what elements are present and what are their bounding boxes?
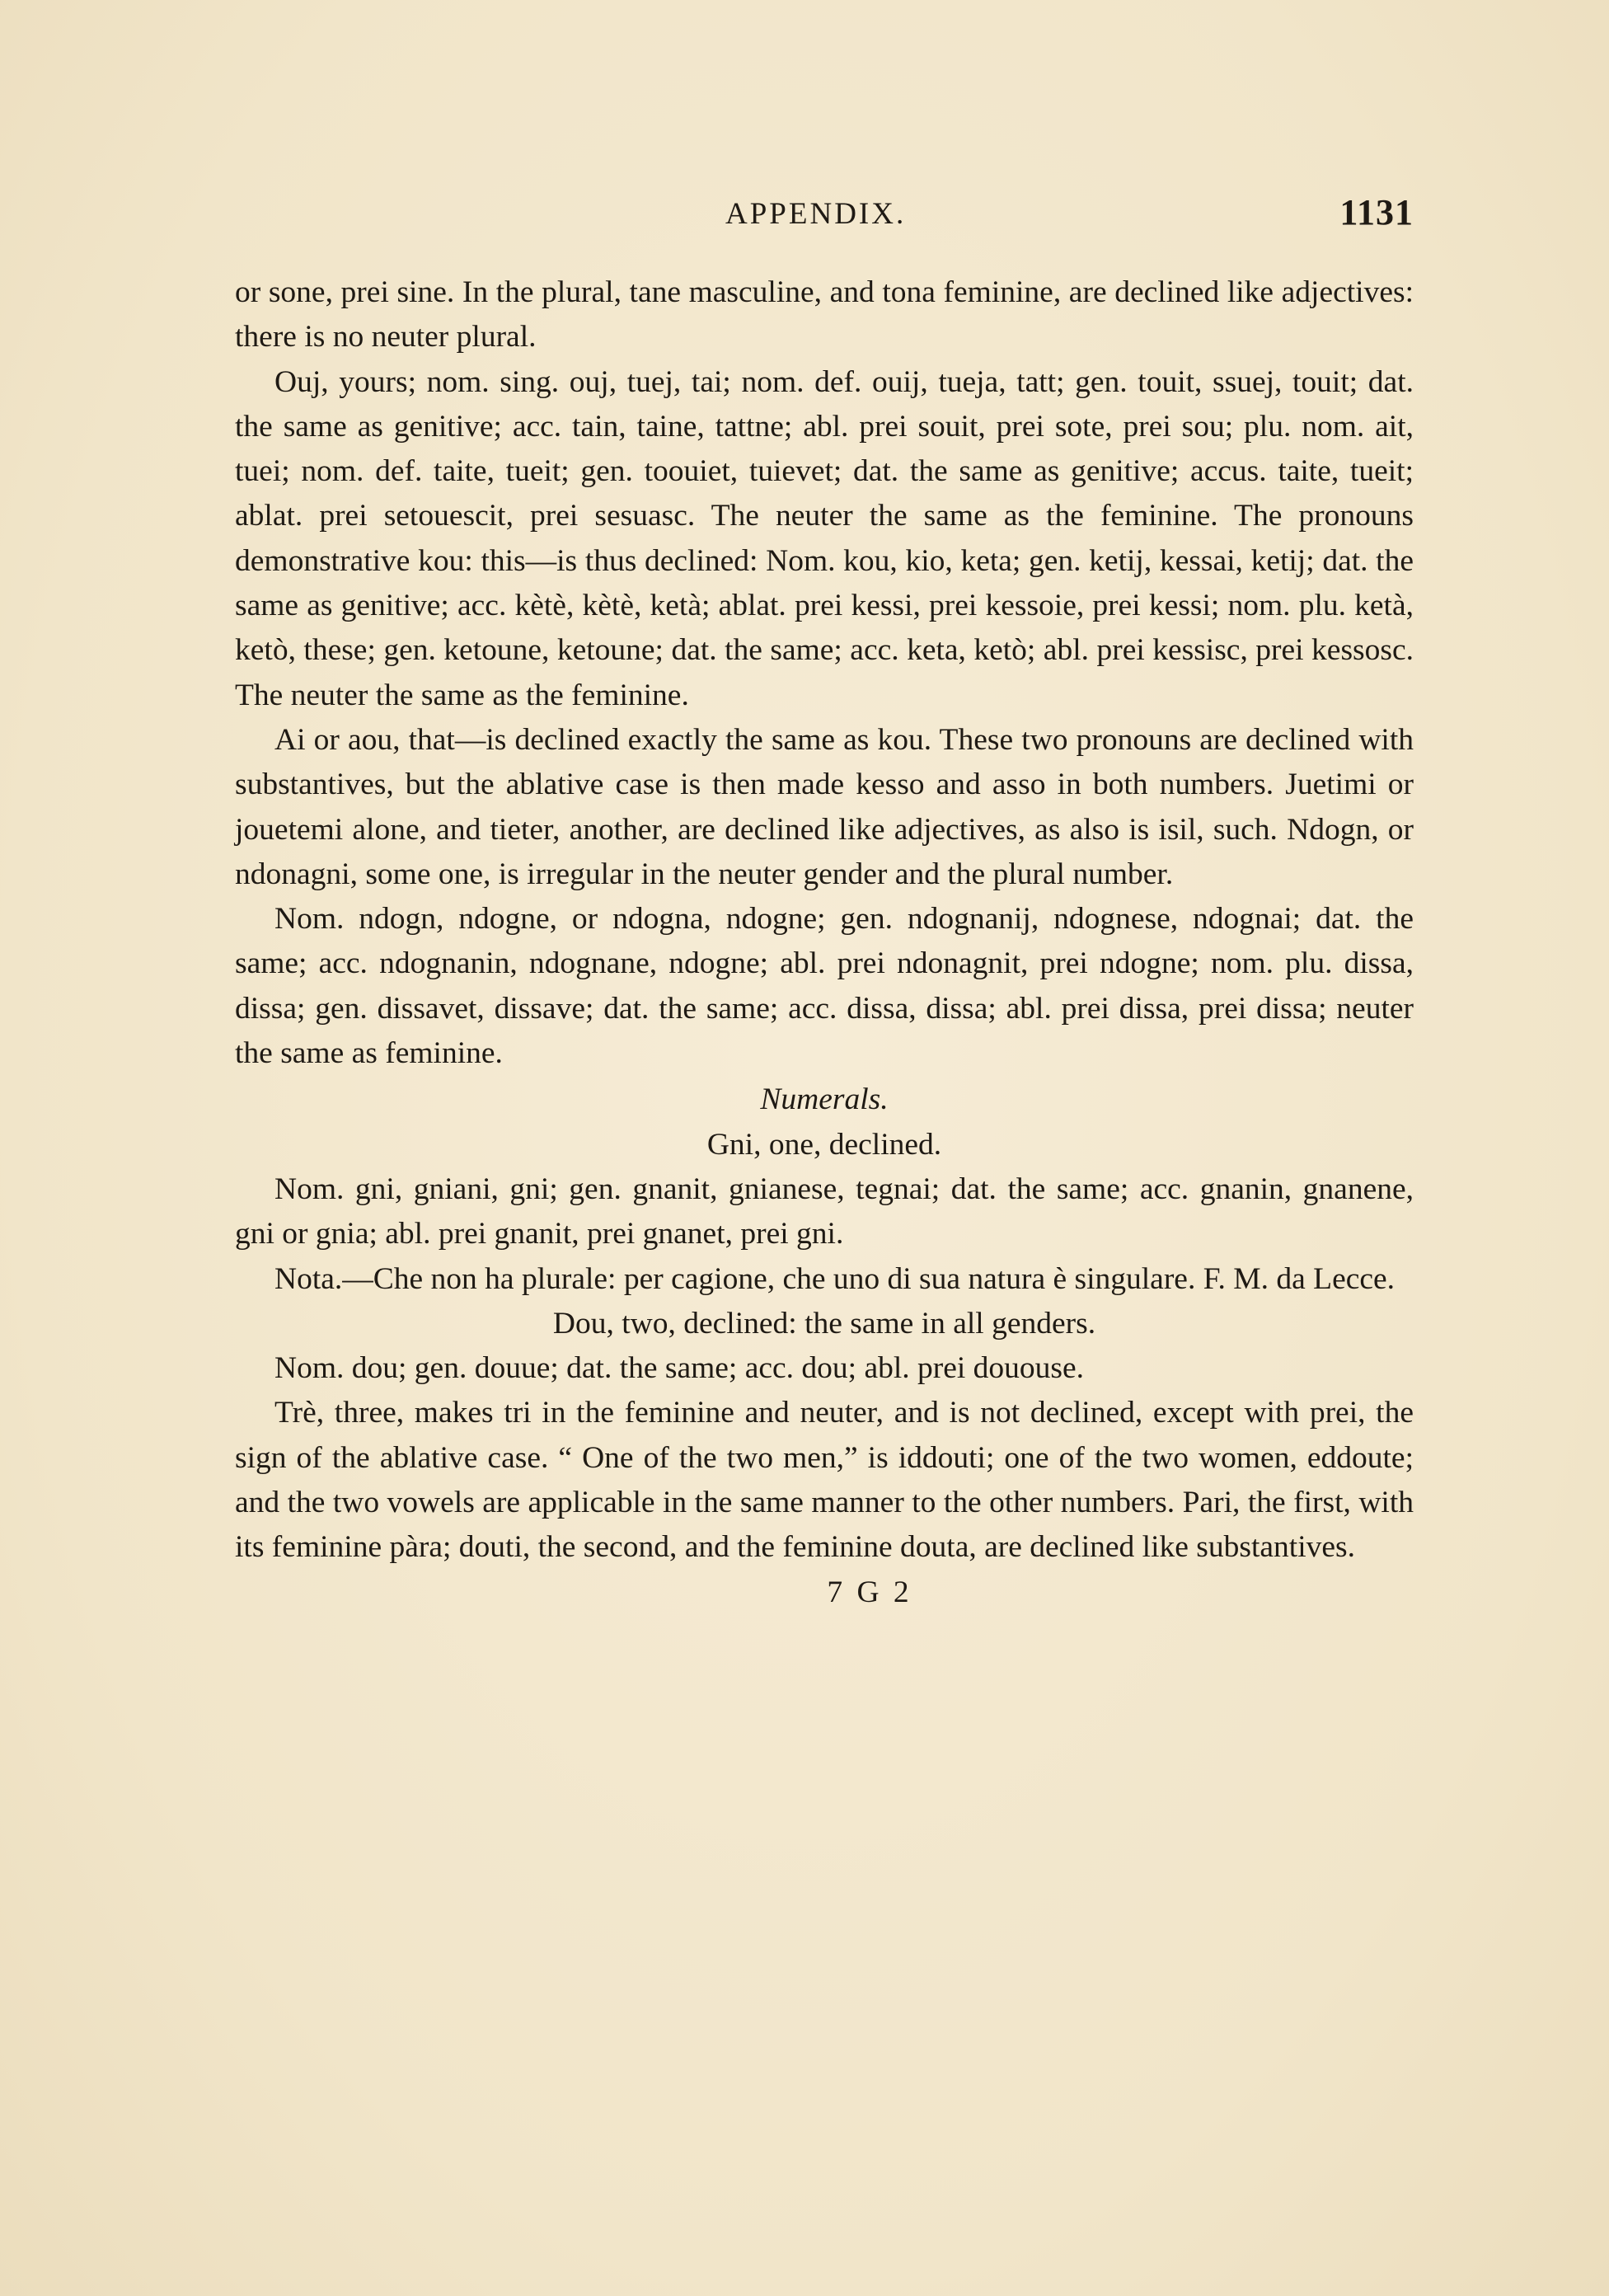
paragraph: Ai or aou, that—is declined exactly the same as kou. These two pronouns are declined with substantives, but the ablative case is then made kesso and asso in both numbers. Juetimi or jouetemi alone, and tieter, another, are declined like adjectives, as also is isil, such. Ndogn, or ndonagni, some one, is irregular in the neuter gender and the plural number. [235,722,1414,891]
paragraph: Nom. dou; gen. douue; dat. the same; acc. dou; abl. prei dououse. [274,1351,1085,1386]
page-body [235,270,1414,1615]
page-number: 1131 [1339,192,1414,232]
subheading-gni: Gni, one, declined. [706,1127,942,1162]
paragraph: or sone, prei sine. In the plural, tane masculine, and tona feminine, are declined like adjectives: there is no neuter plural. [235,275,1414,354]
paragraph: Trè, three, makes tri in the feminine and neuter, and is not declined, except with prei, the sign of the ablative case. “ One of the two men,” is iddouti; one of the two women, eddoute; and the two vowels are applicable in the same manner to the other numbers. Pari, the first, with its feminine pàra; douti, the second, and the feminine douta, are declined like substantives. [235,1396,1414,1565]
signature-mark: 7 G 2 [827,1575,912,1609]
note-paragraph: Nota.—Che non ha plurale: per cagione, che uno di sua natura è singulare. F. M. da Lecce. [274,1261,1396,1296]
paragraph: Nom. gni, gniani, gni; gen. gnanit, gnianese, tegnai; dat. the same; acc. gnanin, gnanene, gni or gnia; abl. prei gnanit, prei gnanet, prei gni. [235,1171,1414,1251]
page-header [235,192,1414,239]
paragraph: Nom. ndogn, ndogne, or ndogna, ndogne; gen. ndognanij, ndognese, ndognai; dat. the same; acc. ndognanin, ndognane, ndogne; abl. prei ndonagnit, prei ndogne; nom. plu. dissa, dissa; gen. dissavet, dissave; dat. the same; acc. dissa, dissa; abl. prei dissa, prei dissa; neuter the same as feminine. [235,902,1414,1071]
section-heading-numerals: Numerals. [760,1082,889,1117]
running-head: APPENDIX. [725,197,907,231]
paragraph: Ouj, yours; nom. sing. ouj, tuej, tai; nom. def. ouij, tueja, tatt; gen. touit, ssuej, touit; dat. the same as genitive; acc. tain, taine, tattne; abl. prei souit, prei sote, prei sou; plu. nom. ait, tuei; nom. def. taite, tueit; gen. toouiet, tuievet; dat. the same as genitive; accus. taite, tueit; ablat. prei setouescit, prei sesuasc. The neuter the same as the feminine. The pronouns demonstrative kou: this—is thus declined: Nom. kou, kio, keta; gen. ketij, kessai, ketij; dat. the same as genitive; acc. kètè, kètè, ketà; ablat. prei kessi, prei kessoie, prei kessi; nom. plu. ketà, ketò, these; gen. ketoune, ketoune; dat. the same; acc. keta, ketò; abl. prei kessisc, prei kessosc. The neuter the same as the feminine. [235,364,1414,712]
subheading-dou: Dou, two, declined: the same in all genders. [552,1306,1096,1341]
